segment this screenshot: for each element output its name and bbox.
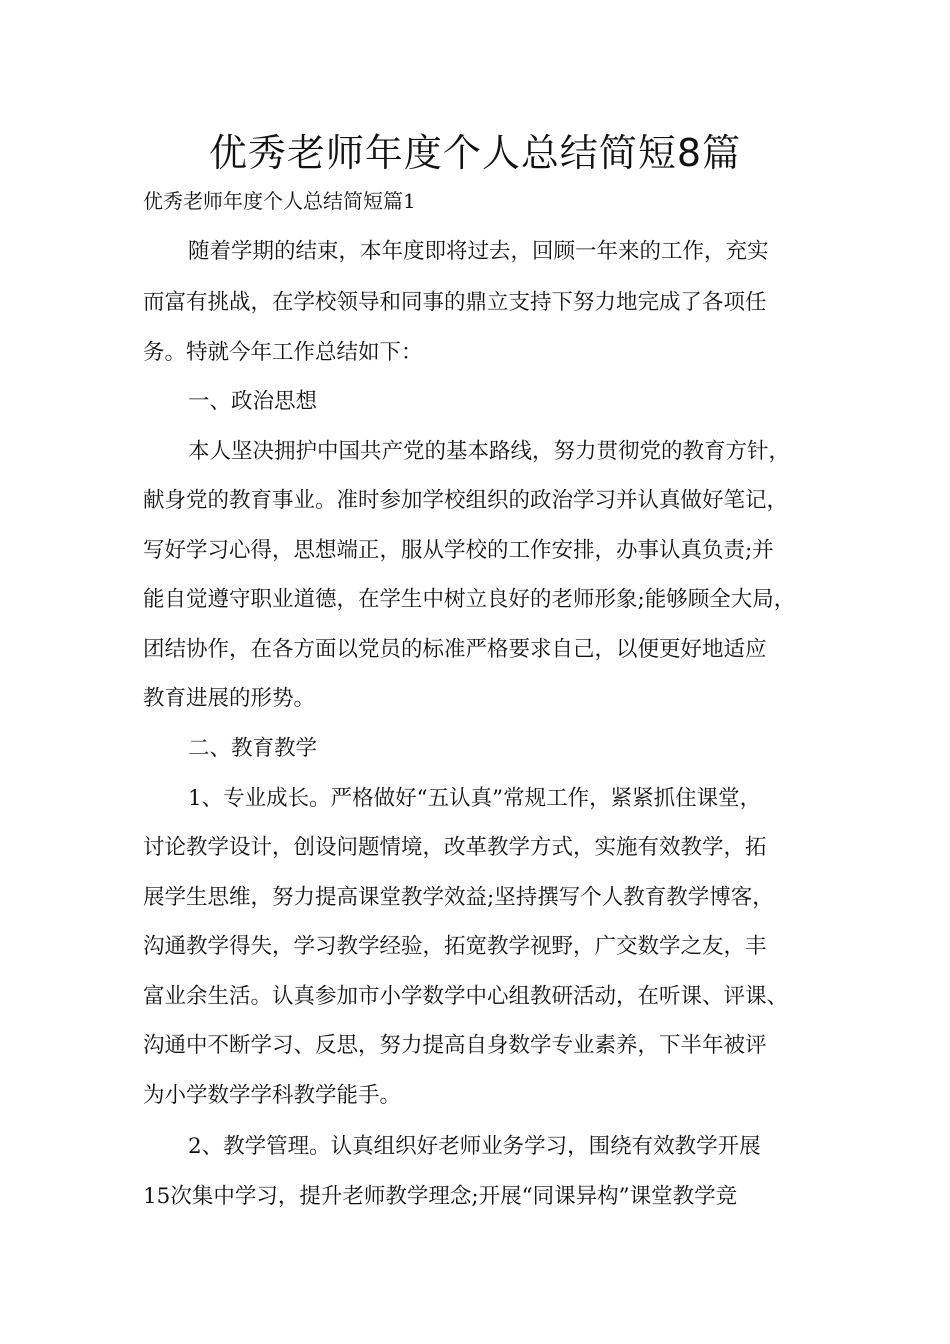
paragraph-line: 1、专业成长。严格做好“五认真”常规工作，紧紧抓住课堂， [188, 786, 762, 811]
paragraph-line: 献身党的教育事业。准时参加学校组织的政治学习并认真做好笔记， [143, 488, 789, 513]
paragraph-line: 展学生思维，努力提高课堂教学效益;坚持撰写个人教育教学博客， [143, 885, 774, 910]
paragraph-line: 能自觉遵守职业道德，在学生中树立良好的老师形象;能够顾全大局， [143, 587, 796, 612]
paragraph-line: 沟通中不断学习、反思，努力提高自身数学专业素养，下半年被评 [143, 1033, 767, 1058]
paragraph-line: 团结协作，在各方面以党员的标准严格要求自己，以便更好地适应 [143, 637, 767, 662]
paragraph-line: 随着学期的结束，本年度即将过去，回顾一年来的工作，充实 [188, 239, 769, 264]
paragraph-line: 本人坚决拥护中国共产党的基本路线，努力贯彻党的教育方针， [188, 439, 791, 464]
paragraph-line: 富业余生活。认真参加市小学数学中心组教研活动，在听课、评课、 [143, 984, 789, 1009]
paragraph-line: 教育进展的形势。 [143, 686, 316, 711]
document-subtitle: 优秀老师年度个人总结简短篇1 [143, 189, 416, 213]
section-heading: 一、政治思想 [188, 389, 318, 414]
paragraph-line: 讨论教学设计，创设问题情境，改革教学方式，实施有效教学，拓 [143, 835, 767, 860]
paragraph-line: 15次集中学习，提升老师教学理念;开展“同课异构”课堂教学竞 [143, 1184, 738, 1209]
paragraph-line: 写好学习心得，思想端正，服从学校的工作安排，办事认真负责;并 [143, 538, 774, 563]
paragraph-line: 务。特就今年工作总结如下： [143, 340, 423, 365]
paragraph-line: 而富有挑战，在学校领导和同事的鼎立支持下努力地完成了各项任 [143, 290, 767, 315]
paragraph-line: 沟通教学得失，学习教学经验，拓宽教学视野，广交数学之友，丰 [143, 934, 767, 959]
document-title: 优秀老师年度个人总结简短8篇 [208, 131, 742, 175]
paragraph-line: 2、教学管理。认真组织好老师业务学习，围绕有效教学开展 [188, 1134, 761, 1159]
section-heading: 二、教育教学 [188, 736, 318, 761]
paragraph-line: 为小学数学学科教学能手。 [143, 1083, 402, 1108]
